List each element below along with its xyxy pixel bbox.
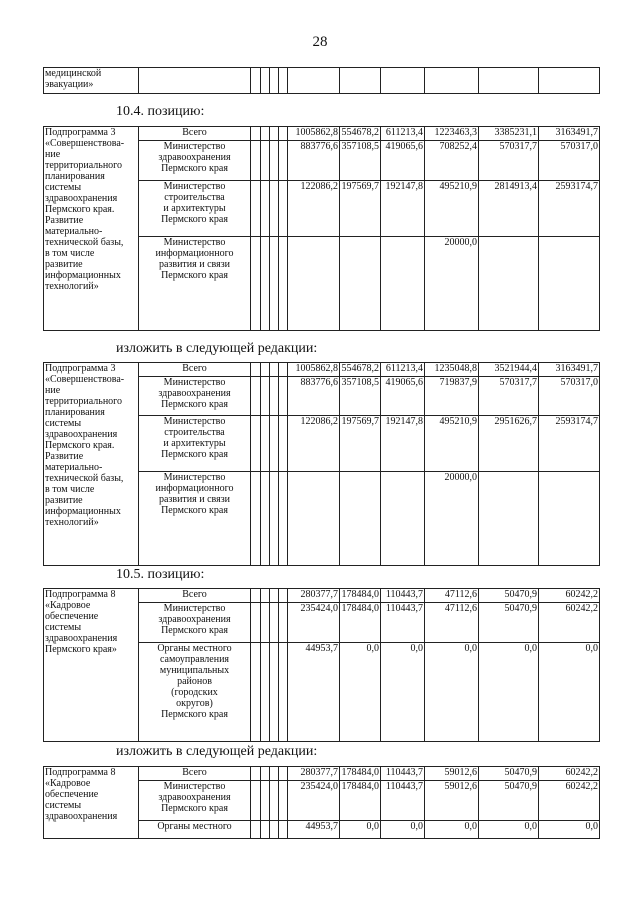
empty-cell <box>261 377 270 416</box>
program-line: информационных <box>45 506 121 517</box>
empty-cell <box>270 821 279 839</box>
executor-cell <box>139 363 251 377</box>
empty-cell <box>139 68 251 94</box>
executor-cell <box>139 603 251 643</box>
table-row <box>44 127 600 141</box>
executor-line: информационного <box>155 483 234 494</box>
executor-line: Пермского края <box>161 803 228 814</box>
program-line: системы <box>45 800 82 811</box>
program-line: Развитие <box>45 451 84 462</box>
program-line: здравоохранения <box>45 633 118 644</box>
executor-line: Пермского края <box>161 709 228 720</box>
executor-line: информационного <box>155 248 234 259</box>
empty-cell <box>261 472 270 566</box>
program-line: Пермского края. <box>45 204 115 215</box>
value-cell: 0,0 <box>539 821 600 839</box>
value-cell: 178484,0 <box>340 603 381 643</box>
program-line: Пермского края» <box>45 644 117 655</box>
executor-line: здравоохранения <box>158 152 231 163</box>
value-cell <box>381 237 425 331</box>
empty-cell <box>279 472 288 566</box>
executor-line: строительства <box>164 427 225 438</box>
program-line: медицинской <box>45 68 102 79</box>
executor-cell <box>139 589 251 603</box>
value-cell: 20000,0 <box>425 472 479 566</box>
program-line: Подпрограмма 8 <box>45 767 116 778</box>
empty-cell <box>251 377 261 416</box>
program-line: системы <box>45 622 82 633</box>
program-line: планирования <box>45 407 105 418</box>
executor-line: и архитектуры <box>163 438 226 449</box>
value-cell: 110443,7 <box>381 589 425 603</box>
value-cell: 708252,4 <box>425 141 479 181</box>
section-heading: 10.5. позицию: <box>116 567 205 582</box>
table-row <box>44 767 600 781</box>
table-row <box>44 68 600 94</box>
value-cell: 3163491,7 <box>539 127 600 141</box>
value-cell: 357108,5 <box>340 377 381 416</box>
value-cell: 570317,0 <box>539 141 600 181</box>
empty-cell <box>270 237 279 331</box>
value-cell: 2951626,7 <box>479 416 539 472</box>
program-line: Подпрограмма 3 <box>45 363 116 374</box>
value-cell: 50470,9 <box>479 603 539 643</box>
executor-line: Пермского края <box>161 505 228 516</box>
executor-line: Пермского края <box>161 625 228 636</box>
program-line: Развитие <box>45 215 84 226</box>
value-cell: 60242,2 <box>539 781 600 821</box>
executor-line: муниципальных <box>159 665 230 676</box>
value-cell: 20000,0 <box>425 237 479 331</box>
value-cell: 50470,9 <box>479 781 539 821</box>
empty-cell <box>279 767 288 781</box>
value-cell: 1223463,3 <box>425 127 479 141</box>
executor-line: районов <box>177 676 212 687</box>
empty-cell <box>279 127 288 141</box>
empty-cell <box>270 589 279 603</box>
empty-cell <box>279 643 288 742</box>
value-cell: 495210,9 <box>425 181 479 237</box>
value-cell: 235424,0 <box>288 603 340 643</box>
program-cell <box>44 127 139 331</box>
empty-cell <box>270 767 279 781</box>
value-cell: 178484,0 <box>340 781 381 821</box>
empty-cell <box>251 821 261 839</box>
empty-cell <box>261 68 270 94</box>
value-cell <box>288 237 340 331</box>
empty-cell <box>261 363 270 377</box>
empty-cell <box>261 589 270 603</box>
value-cell: 110443,7 <box>381 781 425 821</box>
empty-cell <box>261 416 270 472</box>
program-line: в том числе <box>45 248 95 259</box>
value-cell: 883776,6 <box>288 377 340 416</box>
executor-line: округов) <box>176 698 213 709</box>
value-cell: 60242,2 <box>539 767 600 781</box>
value-cell: 554678,2 <box>340 127 381 141</box>
fragment-table <box>43 67 600 94</box>
empty-cell <box>270 416 279 472</box>
executor-cell <box>139 643 251 742</box>
value-cell: 47112,6 <box>425 603 479 643</box>
value-cell: 419065,6 <box>381 377 425 416</box>
value-cell: 197569,7 <box>340 416 381 472</box>
empty-cell <box>270 781 279 821</box>
executor-cell <box>139 237 251 331</box>
empty-cell <box>261 237 270 331</box>
empty-cell <box>270 643 279 742</box>
program-line: в том числе <box>45 484 95 495</box>
executor-line: Министерство <box>163 181 226 192</box>
value-cell <box>479 472 539 566</box>
empty-cell <box>279 181 288 237</box>
executor-line: Министерство <box>163 416 226 427</box>
value-cell: 570317,7 <box>479 377 539 416</box>
empty-cell <box>251 237 261 331</box>
value-cell <box>539 237 600 331</box>
program-line: Подпрограмма 8 <box>45 589 116 600</box>
program-table <box>43 766 600 839</box>
value-cell: 3385231,1 <box>479 127 539 141</box>
empty-cell <box>539 68 600 94</box>
empty-cell <box>261 141 270 181</box>
executor-line: здравоохранения <box>158 792 231 803</box>
value-cell: 44953,7 <box>288 821 340 839</box>
empty-cell <box>261 127 270 141</box>
program-line: системы <box>45 418 82 429</box>
value-cell <box>288 472 340 566</box>
executor-line: Всего <box>182 767 207 778</box>
empty-cell <box>251 781 261 821</box>
empty-cell <box>270 68 279 94</box>
empty-cell <box>270 363 279 377</box>
program-line: «Совершенствова- <box>45 374 125 385</box>
empty-cell <box>261 603 270 643</box>
value-cell: 0,0 <box>479 643 539 742</box>
program-table <box>43 588 600 742</box>
program-table <box>43 362 600 566</box>
value-cell: 0,0 <box>340 643 381 742</box>
value-cell: 110443,7 <box>381 603 425 643</box>
value-cell <box>340 237 381 331</box>
empty-cell <box>270 377 279 416</box>
value-cell: 554678,2 <box>340 363 381 377</box>
value-cell: 719837,9 <box>425 377 479 416</box>
value-cell: 1005862,8 <box>288 363 340 377</box>
executor-line: Министерство <box>163 237 226 248</box>
executor-line: самоуправления <box>159 654 230 665</box>
value-cell: 0,0 <box>381 643 425 742</box>
section-heading: изложить в следующей редакции: <box>116 744 318 759</box>
value-cell: 883776,6 <box>288 141 340 181</box>
program-line: «Кадровое <box>45 778 91 789</box>
value-cell <box>381 472 425 566</box>
value-cell: 570317,0 <box>539 377 600 416</box>
program-table <box>43 126 600 331</box>
value-cell: 570317,7 <box>479 141 539 181</box>
program-line: ние <box>45 149 61 160</box>
empty-cell <box>261 643 270 742</box>
program-cell <box>44 589 139 742</box>
program-line: материально- <box>45 226 103 237</box>
empty-cell <box>251 767 261 781</box>
executor-line: Министерство <box>163 377 226 388</box>
program-line: Подпрограмма 3 <box>45 127 116 138</box>
empty-cell <box>270 141 279 181</box>
value-cell: 0,0 <box>425 821 479 839</box>
program-line: территориального <box>45 396 123 407</box>
value-cell: 60242,2 <box>539 603 600 643</box>
executor-cell <box>139 767 251 781</box>
value-cell: 280377,7 <box>288 589 340 603</box>
executor-line: (городских <box>171 687 218 698</box>
value-cell: 60242,2 <box>539 589 600 603</box>
program-cell <box>44 68 139 94</box>
empty-cell <box>251 472 261 566</box>
empty-cell <box>279 781 288 821</box>
value-cell: 235424,0 <box>288 781 340 821</box>
value-cell: 2593174,7 <box>539 416 600 472</box>
value-cell: 0,0 <box>381 821 425 839</box>
executor-line: здравоохранения <box>158 388 231 399</box>
value-cell: 1235048,8 <box>425 363 479 377</box>
executor-line: развития и связи <box>158 494 231 505</box>
program-line: здравоохранения <box>45 193 118 204</box>
program-line: материально- <box>45 462 103 473</box>
value-cell: 3163491,7 <box>539 363 600 377</box>
executor-line: Министерство <box>163 603 226 614</box>
executor-line: Пермского края <box>161 270 228 281</box>
empty-cell <box>251 603 261 643</box>
value-cell: 495210,9 <box>425 416 479 472</box>
value-cell: 50470,9 <box>479 589 539 603</box>
value-cell: 59012,6 <box>425 781 479 821</box>
empty-cell <box>251 68 261 94</box>
value-cell: 50470,9 <box>479 767 539 781</box>
empty-cell <box>270 127 279 141</box>
value-cell: 192147,8 <box>381 181 425 237</box>
empty-cell <box>279 416 288 472</box>
executor-line: развития и связи <box>158 259 231 270</box>
program-line: здравоохранения <box>45 429 118 440</box>
executor-cell <box>139 472 251 566</box>
program-line: эвакуации» <box>45 79 94 90</box>
empty-cell <box>279 377 288 416</box>
empty-cell <box>340 68 381 94</box>
executor-line: Органы местного <box>157 821 232 832</box>
value-cell <box>479 237 539 331</box>
executor-cell <box>139 377 251 416</box>
executor-cell <box>139 821 251 839</box>
value-cell: 280377,7 <box>288 767 340 781</box>
value-cell: 192147,8 <box>381 416 425 472</box>
empty-cell <box>270 472 279 566</box>
value-cell: 611213,4 <box>381 127 425 141</box>
executor-line: Пермского края <box>161 214 228 225</box>
value-cell: 44953,7 <box>288 643 340 742</box>
executor-cell <box>139 416 251 472</box>
value-cell: 178484,0 <box>340 767 381 781</box>
value-cell <box>340 472 381 566</box>
empty-cell <box>261 821 270 839</box>
executor-line: Всего <box>182 363 207 374</box>
program-line: территориального <box>45 160 123 171</box>
value-cell: 1005862,8 <box>288 127 340 141</box>
value-cell: 122086,2 <box>288 416 340 472</box>
empty-cell <box>270 603 279 643</box>
empty-cell <box>279 141 288 181</box>
program-line: «Совершенствова- <box>45 138 125 149</box>
empty-cell <box>251 363 261 377</box>
executor-line: Министерство <box>163 781 226 792</box>
empty-cell <box>251 416 261 472</box>
executor-line: Министерство <box>163 141 226 152</box>
value-cell: 122086,2 <box>288 181 340 237</box>
program-line: развитие <box>45 259 83 270</box>
value-cell: 0,0 <box>479 821 539 839</box>
table-row <box>44 589 600 603</box>
program-line: технологий» <box>45 517 99 528</box>
program-line: развитие <box>45 495 83 506</box>
value-cell: 178484,0 <box>340 589 381 603</box>
value-cell: 357108,5 <box>340 141 381 181</box>
empty-cell <box>279 603 288 643</box>
value-cell: 2593174,7 <box>539 181 600 237</box>
value-cell: 197569,7 <box>340 181 381 237</box>
program-line: «Кадровое <box>45 600 91 611</box>
empty-cell <box>479 68 539 94</box>
value-cell: 0,0 <box>539 643 600 742</box>
page-number: 28 <box>312 34 328 50</box>
program-line: Пермского края. <box>45 440 115 451</box>
empty-cell <box>425 68 479 94</box>
section-heading: изложить в следующей редакции: <box>116 341 318 356</box>
program-line: планирования <box>45 171 105 182</box>
value-cell: 3521944,4 <box>479 363 539 377</box>
program-line: системы <box>45 182 82 193</box>
value-cell: 0,0 <box>340 821 381 839</box>
executor-line: Министерство <box>163 472 226 483</box>
program-line: технической базы, <box>45 237 124 248</box>
program-cell <box>44 363 139 566</box>
empty-cell <box>251 643 261 742</box>
value-cell <box>539 472 600 566</box>
executor-line: Всего <box>182 589 207 600</box>
empty-cell <box>381 68 425 94</box>
value-cell: 0,0 <box>425 643 479 742</box>
program-line: ние <box>45 385 61 396</box>
value-cell: 47112,6 <box>425 589 479 603</box>
program-line: технической базы, <box>45 473 124 484</box>
program-line: информационных <box>45 270 121 281</box>
value-cell: 419065,6 <box>381 141 425 181</box>
empty-cell <box>251 141 261 181</box>
empty-cell <box>251 589 261 603</box>
value-cell: 59012,6 <box>425 767 479 781</box>
executor-line: Органы местного <box>157 643 232 654</box>
empty-cell <box>261 181 270 237</box>
empty-cell <box>261 767 270 781</box>
value-cell: 2814913,4 <box>479 181 539 237</box>
executor-line: строительства <box>164 192 225 203</box>
value-cell: 110443,7 <box>381 767 425 781</box>
executor-line: Всего <box>182 127 207 138</box>
empty-cell <box>279 68 288 94</box>
empty-cell <box>251 127 261 141</box>
executor-line: Пермского края <box>161 449 228 460</box>
empty-cell <box>270 181 279 237</box>
program-line: технологий» <box>45 281 99 292</box>
program-cell <box>44 767 139 839</box>
empty-cell <box>279 821 288 839</box>
program-line: здравоохранения <box>45 811 118 822</box>
table-row <box>44 363 600 377</box>
value-cell: 611213,4 <box>381 363 425 377</box>
empty-cell <box>251 181 261 237</box>
executor-line: здравоохранения <box>158 614 231 625</box>
empty-cell <box>279 589 288 603</box>
executor-cell <box>139 181 251 237</box>
executor-cell <box>139 781 251 821</box>
executor-line: Пермского края <box>161 163 228 174</box>
executor-cell <box>139 141 251 181</box>
empty-cell <box>279 363 288 377</box>
executor-line: Пермского края <box>161 399 228 410</box>
empty-cell <box>279 237 288 331</box>
section-heading: 10.4. позицию: <box>116 104 205 119</box>
executor-cell <box>139 127 251 141</box>
empty-cell <box>288 68 340 94</box>
empty-cell <box>261 781 270 821</box>
program-line: обеспечение <box>45 789 99 800</box>
executor-line: и архитектуры <box>163 203 226 214</box>
program-line: обеспечение <box>45 611 99 622</box>
